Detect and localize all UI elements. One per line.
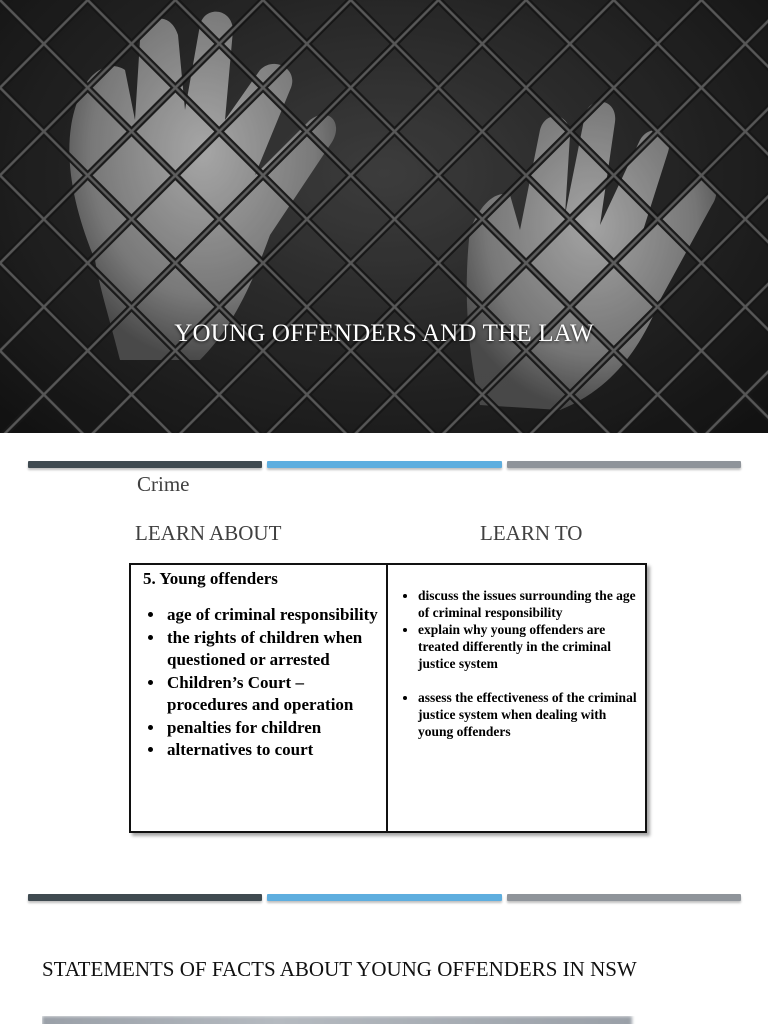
accent-bar-bottom	[28, 894, 741, 901]
accent-segment-gray	[507, 894, 741, 901]
accent-bar-top	[28, 461, 741, 468]
list-item: • the rights of children when questioned or arrested	[165, 627, 386, 672]
learn-to-heading: LEARN TO	[480, 521, 583, 545]
blurred-text-placeholder	[42, 1016, 632, 1024]
learn-to-column	[388, 565, 645, 831]
list-item: • alternatives to court	[165, 739, 386, 762]
accent-segment-gray	[507, 461, 741, 468]
learn-to-list	[396, 587, 639, 740]
learn-about-list	[143, 604, 386, 762]
cut-off-text-line	[42, 1016, 642, 1024]
accent-segment-dark	[28, 461, 262, 468]
accent-segment-dark	[28, 894, 262, 901]
facts-slide-title: STATEMENTS OF FACTS ABOUT YOUNG OFFENDERS IN NSW	[42, 957, 637, 981]
list-item: • explain why young offenders are treated differently in the criminal justice system	[418, 621, 639, 672]
list-item: • assess the effectiveness of the criminal justice system when dealing with young offenders	[418, 689, 639, 740]
list-item: • age of criminal responsibility	[165, 604, 386, 627]
list-item: • Children’s Court – procedures and operation	[165, 672, 386, 717]
slide-topic-title: Crime	[137, 472, 190, 496]
learn-about-heading: LEARN ABOUT	[135, 521, 282, 545]
learn-about-column	[131, 565, 388, 831]
accent-segment-blue	[267, 461, 501, 468]
list-item: • penalties for children	[165, 717, 386, 740]
accent-segment-blue	[267, 894, 501, 901]
syllabus-table	[129, 563, 647, 833]
list-item: • discuss the issues surrounding the age of criminal responsibility	[418, 587, 639, 621]
hero-title: YOUNG OFFENDERS AND THE LAW	[174, 320, 594, 347]
hands-on-fence-image	[0, 0, 768, 433]
young-offenders-heading: 5. Young offenders	[143, 569, 278, 588]
hero-slide	[0, 0, 768, 433]
